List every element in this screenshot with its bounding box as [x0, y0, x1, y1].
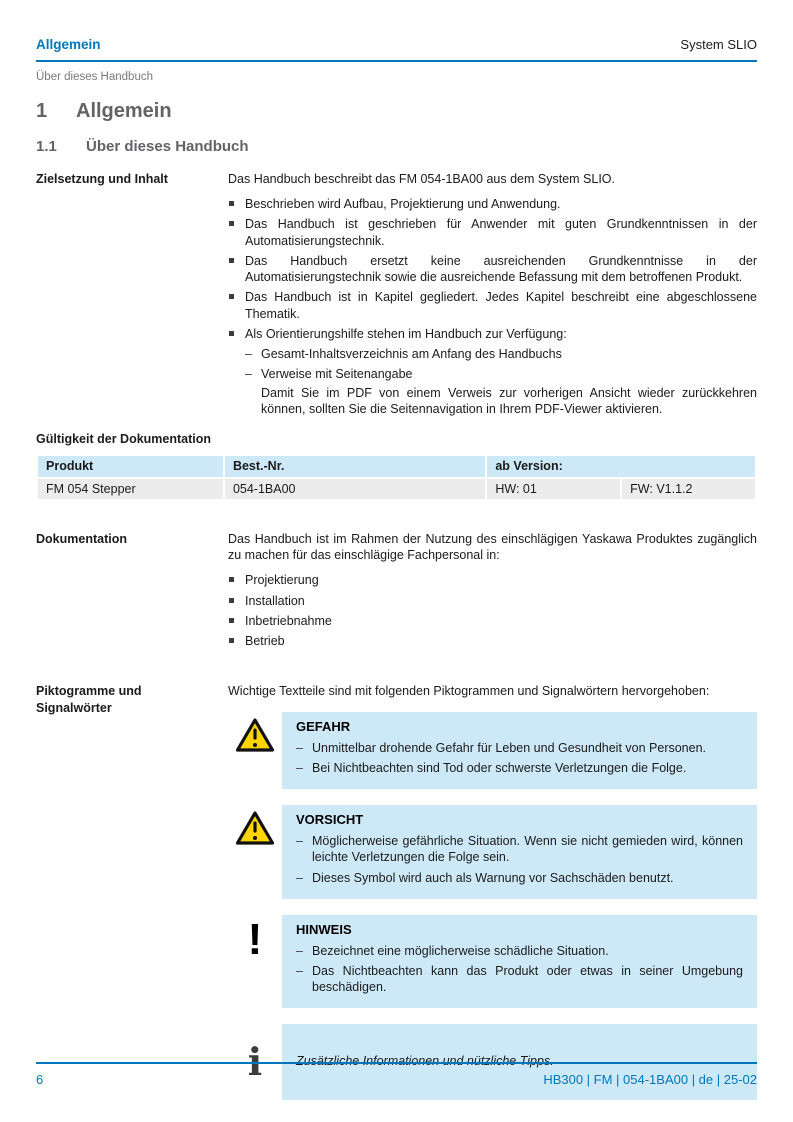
list-item-text: Als Orientierungshilfe stehen im Handbuch zur Verfügung: — [245, 326, 567, 341]
notice-text: – Bei Nichtbeachten sind Tod oder schwerste Verletzungen die Folge. — [296, 760, 743, 776]
list-item-text: Projektierung — [245, 573, 319, 588]
danger-box-content — [282, 712, 757, 789]
breadcrumb: Über dieses Handbuch — [36, 70, 153, 83]
margin-label: Dokumentation — [36, 531, 127, 546]
section-content — [228, 171, 757, 421]
warning-triangle-icon — [228, 712, 282, 789]
section-heading — [36, 137, 757, 157]
section-piktogramme — [36, 683, 757, 1116]
table-header-cell: Best.-Nr. — [224, 455, 486, 477]
notice-box — [228, 915, 757, 1009]
table-header-cell: Produkt — [37, 455, 224, 477]
signal-word: VORSICHT — [296, 812, 364, 828]
list-item — [228, 572, 757, 588]
dash-item — [245, 346, 757, 362]
section-zielsetzung — [36, 171, 757, 421]
list-item-text: Das Handbuch ersetzt keine ausreichenden Grundkenntnisse in der Automatisierungstechnik sowie die ausreichende Befassung mit dem betroffenen Produkt. — [245, 253, 757, 285]
notice-text: – Dieses Symbol wird auch als Warnung vor Sachschäden benutzt. — [296, 870, 743, 886]
dash-item-text: Verweise mit Seitenangabe — [261, 367, 413, 382]
notice-box-content — [282, 915, 757, 1009]
notice-text: – Möglicherweise gefährliche Situation. Wenn sie nicht gemieden wird, können leichte Verletzungen die Folge sein. — [296, 833, 743, 866]
list-item — [228, 196, 757, 212]
paragraph: Das Handbuch ist im Rahmen der Nutzung des einschlägigen Yaskawa Produktes zugänglich zu machen für das einschlägige Fachpersonal in: — [228, 531, 757, 563]
chapter-title: Allgemein — [76, 100, 172, 123]
list-item — [228, 613, 757, 629]
notice-text: – Unmittelbar drohende Gefahr für Leben und Gesundheit von Personen. — [296, 740, 743, 756]
list-item — [228, 633, 757, 649]
list-item — [228, 289, 757, 322]
table-cell: HW: 01 — [486, 478, 621, 500]
section-content — [228, 683, 757, 1116]
signal-word: GEFAHR — [296, 718, 351, 734]
notice-text: – Das Nichtbeachten kann das Produkt oder etwas in seiner Umgebung beschädigen. — [296, 963, 743, 996]
list-item-text: Inbetriebnahme — [245, 613, 332, 628]
dash-list — [245, 346, 757, 417]
list-item — [228, 326, 757, 417]
section-number: 1.1 — [36, 138, 57, 156]
signal-word: HINWEIS — [296, 921, 352, 937]
notice-text: – Bezeichnet eine möglicherweise schädliche Situation. — [296, 943, 743, 959]
document-id: HB300 | FM | 054-1BA00 | de | 25-02 — [543, 1072, 757, 1087]
list-item-text: Installation — [245, 593, 305, 608]
page-header — [36, 36, 757, 62]
page-footer — [36, 1062, 757, 1089]
header-section-title: Allgemein — [36, 37, 101, 52]
table-header-row — [37, 455, 756, 477]
header-product-title: System SLIO — [680, 36, 757, 52]
table-cell: FM 054 Stepper — [37, 478, 224, 500]
list-item — [228, 253, 757, 286]
validity-table — [36, 454, 757, 501]
page-number: 6 — [36, 1072, 44, 1087]
margin-label: Piktogramme und Signalwörter — [36, 684, 142, 715]
section-content — [228, 531, 757, 654]
chapter-number: 1 — [36, 100, 48, 123]
list-item — [228, 593, 757, 609]
caution-box — [228, 805, 757, 899]
margin-label: Gültigkeit der Dokumentation — [36, 432, 212, 447]
list-item — [228, 216, 757, 249]
list-item-text: Betrieb — [245, 634, 285, 649]
dash-item-text: Gesamt-Inhaltsverzeichnis am Anfang des Handbuchs — [261, 347, 562, 362]
chapter-heading — [36, 98, 757, 124]
section-dokumentation — [36, 531, 757, 654]
table-header-cell: ab Version: — [486, 455, 756, 477]
margin-label: Zielsetzung und Inhalt — [36, 171, 168, 186]
dash-note: Damit Sie im PDF von einem Verweis zur vorherigen Ansicht wieder zurückkehren können, sollten Sie die Seitennavigation in Ihrem PDF-Viewer aktivieren. — [261, 385, 757, 416]
section-title: Über dieses Handbuch — [86, 138, 249, 156]
table-cell: 054-1BA00 — [224, 478, 486, 500]
danger-box — [228, 712, 757, 789]
warning-triangle-icon — [228, 805, 282, 899]
bullet-list — [228, 196, 757, 417]
bullet-list — [228, 572, 757, 649]
list-item-text: Das Handbuch ist geschrieben für Anwender mit guten Grundkenntnissen in der Automatisierungstechnik. — [245, 217, 757, 248]
paragraph: Das Handbuch beschreibt das FM 054-1BA00 aus dem System SLIO. — [228, 171, 615, 186]
info-icon: ℹ — [228, 1024, 282, 1100]
info-text: Zusätzliche Informationen und nützliche Tipps. — [296, 1054, 554, 1069]
table-cell: FW: V1.1.2 — [621, 478, 756, 500]
table-row — [37, 478, 756, 500]
list-item-text: Beschrieben wird Aufbau, Projektierung und Anwendung. — [245, 197, 561, 212]
exclamation-icon: ! — [228, 915, 282, 1009]
list-item-text: Das Handbuch ist in Kapitel gegliedert. Jedes Kapitel beschreibt eine abgeschlossene Thematik. — [245, 290, 757, 321]
dash-item — [245, 366, 757, 417]
paragraph: Wichtige Textteile sind mit folgenden Piktogrammen und Signalwörtern hervorgehoben: — [228, 684, 710, 699]
caution-box-content — [282, 805, 757, 899]
